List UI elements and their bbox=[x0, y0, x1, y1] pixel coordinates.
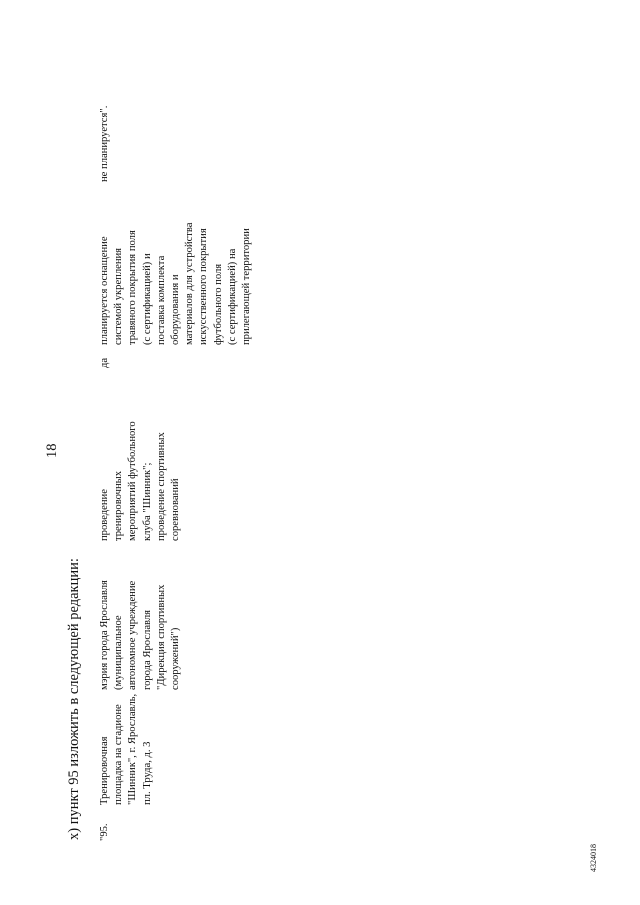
cell-line: автономное учреждение bbox=[127, 580, 139, 690]
cell-line: тренировочных bbox=[113, 470, 125, 541]
cell-line: оборудования и bbox=[170, 274, 182, 345]
footer-code: 4324018 bbox=[589, 844, 598, 872]
cell-line: "Шинник", г. Ярославль, bbox=[127, 693, 139, 805]
cell-line: материалов для устройства bbox=[184, 222, 196, 345]
cell-line: прилегающей территории bbox=[241, 228, 253, 345]
cell-line: (с сертификацией) и bbox=[141, 253, 153, 345]
cell-line: Тренировочная bbox=[99, 736, 110, 805]
cell-line: поставка комплекта bbox=[155, 255, 167, 345]
amendment-instruction: х) пункт 95 изложить в следующей редакции: bbox=[66, 558, 82, 840]
cell-line: планируется оснащение bbox=[99, 236, 110, 345]
purpose-cell bbox=[98, 421, 183, 541]
cell-line: (муниципальное bbox=[113, 615, 125, 690]
cell-line: клуба "Шинник"; bbox=[141, 462, 153, 541]
owner-cell bbox=[98, 580, 183, 690]
cell-line: "Дирекция спортивных bbox=[155, 584, 167, 690]
cell-line: соревнований bbox=[170, 478, 182, 541]
cell-line: сооружений") bbox=[170, 627, 182, 690]
cell-line: футбольного поля bbox=[212, 263, 224, 345]
cell-line: площадка на стадионе bbox=[113, 704, 125, 805]
cell-line: пл. Труда, д. 3 bbox=[141, 741, 153, 805]
cell-line: проведение спортивных bbox=[155, 432, 167, 541]
cell-line: мэрия города Ярославля bbox=[99, 580, 110, 690]
row-number: "95. bbox=[99, 823, 110, 841]
note-cell: не планируется". bbox=[99, 105, 110, 182]
equipment-cell bbox=[98, 222, 254, 345]
cell-line: травяного покрытия поля bbox=[127, 230, 139, 345]
cell-line: проведение bbox=[99, 489, 110, 541]
page-number: 18 bbox=[44, 443, 60, 458]
cell-line: искусственного покрытия bbox=[198, 228, 210, 345]
cell-line: системой укрепления bbox=[113, 247, 125, 345]
cell-line: города Ярославля bbox=[141, 609, 153, 690]
cell-line: (с сертификацией) на bbox=[226, 248, 238, 345]
object-name-cell bbox=[98, 694, 155, 805]
cell-line: мероприятий футбольного bbox=[127, 421, 139, 541]
flag-cell: да bbox=[99, 357, 110, 368]
